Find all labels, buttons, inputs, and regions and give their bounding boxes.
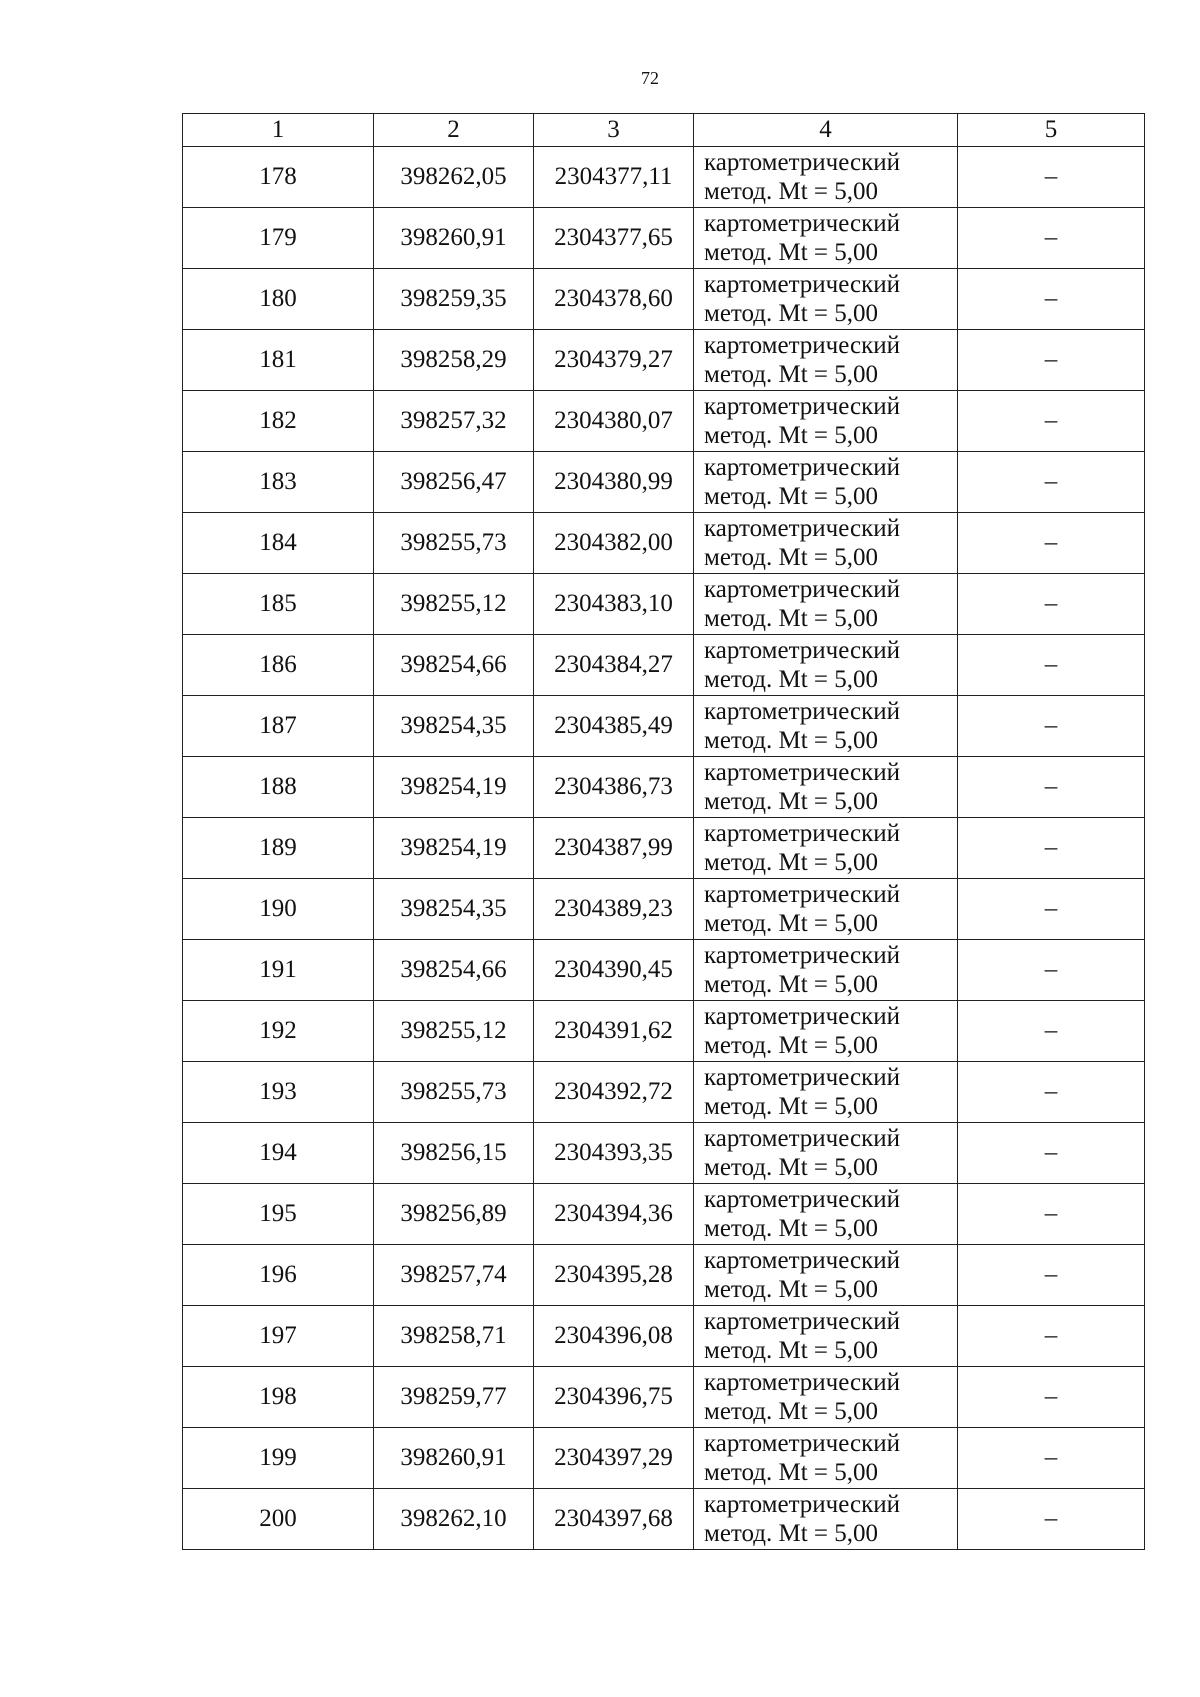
point-number-cell: 184	[183, 513, 374, 574]
method-line-1: картометрический	[704, 942, 900, 969]
table-row	[183, 269, 1145, 330]
x-coordinate-cell: 398256,15	[374, 1123, 534, 1184]
method-line-2: метод. Mt = 5,00	[704, 239, 879, 266]
point-number-cell: 180	[183, 269, 374, 330]
method-cell	[694, 452, 958, 513]
point-number-cell: 187	[183, 696, 374, 757]
method-cell	[694, 940, 958, 1001]
method-line-2: метод. Mt = 5,00	[704, 1337, 879, 1364]
method-line-2: метод. Mt = 5,00	[704, 666, 879, 693]
y-coordinate-cell: 2304393,35	[534, 1123, 694, 1184]
point-number-cell: 199	[183, 1428, 374, 1489]
x-coordinate-cell: 398258,71	[374, 1306, 534, 1367]
x-coordinate-cell: 398254,35	[374, 696, 534, 757]
note-cell: –	[958, 1001, 1145, 1062]
method-cell	[694, 696, 958, 757]
method-line-1: картометрический	[704, 881, 900, 908]
method-line-1: картометрический	[704, 332, 900, 359]
method-cell	[694, 1123, 958, 1184]
table-row	[183, 452, 1145, 513]
table-row	[183, 879, 1145, 940]
point-number-cell: 197	[183, 1306, 374, 1367]
method-line-2: метод. Mt = 5,00	[704, 605, 879, 632]
point-number-cell: 183	[183, 452, 374, 513]
method-line-1: картометрический	[704, 210, 900, 237]
x-coordinate-cell: 398254,66	[374, 940, 534, 1001]
table-row	[183, 757, 1145, 818]
x-coordinate-cell: 398255,73	[374, 513, 534, 574]
method-line-1: картометрический	[704, 515, 900, 542]
method-line-2: метод. Mt = 5,00	[704, 1154, 879, 1181]
note-cell: –	[958, 757, 1145, 818]
x-coordinate-cell: 398255,12	[374, 574, 534, 635]
method-cell	[694, 1245, 958, 1306]
table-row	[183, 1428, 1145, 1489]
point-number-cell: 194	[183, 1123, 374, 1184]
table-row	[183, 1367, 1145, 1428]
method-cell	[694, 330, 958, 391]
method-line-2: метод. Mt = 5,00	[704, 1520, 879, 1547]
method-line-2: метод. Mt = 5,00	[704, 1398, 879, 1425]
table-row	[183, 1062, 1145, 1123]
method-line-2: метод. Mt = 5,00	[704, 727, 879, 754]
point-number-cell: 178	[183, 147, 374, 208]
method-line-2: метод. Mt = 5,00	[704, 788, 879, 815]
method-cell	[694, 757, 958, 818]
header-cell-4: 4	[694, 114, 958, 147]
table-row	[183, 391, 1145, 452]
method-cell	[694, 1489, 958, 1550]
coordinates-table	[182, 113, 1145, 1550]
method-line-1: картометрический	[704, 1064, 900, 1091]
x-coordinate-cell: 398262,05	[374, 147, 534, 208]
x-coordinate-cell: 398259,77	[374, 1367, 534, 1428]
table-row	[183, 147, 1145, 208]
header-cell-1: 1	[183, 114, 374, 147]
point-number-cell: 182	[183, 391, 374, 452]
method-line-1: картометрический	[704, 1186, 900, 1213]
y-coordinate-cell: 2304380,07	[534, 391, 694, 452]
point-number-cell: 186	[183, 635, 374, 696]
table-body	[183, 147, 1145, 1550]
method-cell	[694, 147, 958, 208]
header-cell-3: 3	[534, 114, 694, 147]
method-line-2: метод. Mt = 5,00	[704, 1093, 879, 1120]
note-cell: –	[958, 1245, 1145, 1306]
method-line-2: метод. Mt = 5,00	[704, 1276, 879, 1303]
y-coordinate-cell: 2304396,08	[534, 1306, 694, 1367]
method-line-2: метод. Mt = 5,00	[704, 971, 879, 998]
point-number-cell: 185	[183, 574, 374, 635]
y-coordinate-cell: 2304389,23	[534, 879, 694, 940]
note-cell: –	[958, 1489, 1145, 1550]
header-row	[183, 114, 1145, 147]
method-line-2: метод. Mt = 5,00	[704, 849, 879, 876]
y-coordinate-cell: 2304377,65	[534, 208, 694, 269]
method-line-1: картометрический	[704, 759, 900, 786]
note-cell: –	[958, 147, 1145, 208]
note-cell: –	[958, 696, 1145, 757]
method-line-2: метод. Mt = 5,00	[704, 300, 879, 327]
point-number-cell: 191	[183, 940, 374, 1001]
y-coordinate-cell: 2304382,00	[534, 513, 694, 574]
y-coordinate-cell: 2304397,68	[534, 1489, 694, 1550]
table-row	[183, 940, 1145, 1001]
method-cell	[694, 574, 958, 635]
table-row	[183, 1245, 1145, 1306]
table-row	[183, 1184, 1145, 1245]
note-cell: –	[958, 452, 1145, 513]
table-row	[183, 635, 1145, 696]
point-number-cell: 192	[183, 1001, 374, 1062]
method-line-2: метод. Mt = 5,00	[704, 544, 879, 571]
y-coordinate-cell: 2304395,28	[534, 1245, 694, 1306]
note-cell: –	[958, 1123, 1145, 1184]
method-cell	[694, 1062, 958, 1123]
point-number-cell: 193	[183, 1062, 374, 1123]
note-cell: –	[958, 879, 1145, 940]
x-coordinate-cell: 398257,74	[374, 1245, 534, 1306]
method-line-1: картометрический	[704, 698, 900, 725]
note-cell: –	[958, 269, 1145, 330]
note-cell: –	[958, 391, 1145, 452]
note-cell: –	[958, 513, 1145, 574]
x-coordinate-cell: 398255,73	[374, 1062, 534, 1123]
header-cell-5: 5	[958, 114, 1145, 147]
y-coordinate-cell: 2304390,45	[534, 940, 694, 1001]
method-line-1: картометрический	[704, 820, 900, 847]
method-line-2: метод. Mt = 5,00	[704, 178, 879, 205]
y-coordinate-cell: 2304392,72	[534, 1062, 694, 1123]
method-line-1: картометрический	[704, 1369, 900, 1396]
method-cell	[694, 391, 958, 452]
y-coordinate-cell: 2304377,11	[534, 147, 694, 208]
x-coordinate-cell: 398260,91	[374, 1428, 534, 1489]
x-coordinate-cell: 398254,19	[374, 757, 534, 818]
table-row	[183, 1489, 1145, 1550]
note-cell: –	[958, 1184, 1145, 1245]
note-cell: –	[958, 330, 1145, 391]
y-coordinate-cell: 2304387,99	[534, 818, 694, 879]
table-row	[183, 208, 1145, 269]
note-cell: –	[958, 818, 1145, 879]
point-number-cell: 200	[183, 1489, 374, 1550]
y-coordinate-cell: 2304383,10	[534, 574, 694, 635]
method-cell	[694, 635, 958, 696]
y-coordinate-cell: 2304379,27	[534, 330, 694, 391]
y-coordinate-cell: 2304385,49	[534, 696, 694, 757]
point-number-cell: 195	[183, 1184, 374, 1245]
method-line-2: метод. Mt = 5,00	[704, 422, 879, 449]
point-number-cell: 190	[183, 879, 374, 940]
x-coordinate-cell: 398256,89	[374, 1184, 534, 1245]
x-coordinate-cell: 398258,29	[374, 330, 534, 391]
method-cell	[694, 269, 958, 330]
method-line-1: картометрический	[704, 271, 900, 298]
table-header	[183, 114, 1145, 147]
method-line-1: картометрический	[704, 1430, 900, 1457]
method-line-2: метод. Mt = 5,00	[704, 1459, 879, 1486]
method-line-1: картометрический	[704, 576, 900, 603]
x-coordinate-cell: 398256,47	[374, 452, 534, 513]
method-cell	[694, 1306, 958, 1367]
table-row	[183, 513, 1145, 574]
method-line-1: картометрический	[704, 1308, 900, 1335]
method-cell	[694, 1367, 958, 1428]
y-coordinate-cell: 2304380,99	[534, 452, 694, 513]
method-cell	[694, 513, 958, 574]
table-row	[183, 818, 1145, 879]
x-coordinate-cell: 398262,10	[374, 1489, 534, 1550]
method-line-1: картометрический	[704, 637, 900, 664]
note-cell: –	[958, 940, 1145, 1001]
method-cell	[694, 1184, 958, 1245]
point-number-cell: 198	[183, 1367, 374, 1428]
x-coordinate-cell: 398260,91	[374, 208, 534, 269]
method-line-2: метод. Mt = 5,00	[704, 1032, 879, 1059]
method-line-2: метод. Mt = 5,00	[704, 483, 879, 510]
method-line-2: метод. Mt = 5,00	[704, 910, 879, 937]
method-cell	[694, 879, 958, 940]
method-line-1: картометрический	[704, 1003, 900, 1030]
table-row	[183, 1123, 1145, 1184]
method-line-1: картометрический	[704, 149, 900, 176]
point-number-cell: 196	[183, 1245, 374, 1306]
y-coordinate-cell: 2304391,62	[534, 1001, 694, 1062]
point-number-cell: 189	[183, 818, 374, 879]
header-cell-2: 2	[374, 114, 534, 147]
x-coordinate-cell: 398255,12	[374, 1001, 534, 1062]
method-line-1: картометрический	[704, 1125, 900, 1152]
method-cell	[694, 1428, 958, 1489]
y-coordinate-cell: 2304397,29	[534, 1428, 694, 1489]
point-number-cell: 188	[183, 757, 374, 818]
page-number: 72	[641, 68, 659, 88]
note-cell: –	[958, 635, 1145, 696]
note-cell: –	[958, 1062, 1145, 1123]
table-row	[183, 574, 1145, 635]
table-row	[183, 1306, 1145, 1367]
x-coordinate-cell: 398254,66	[374, 635, 534, 696]
method-line-1: картометрический	[704, 1491, 900, 1518]
x-coordinate-cell: 398254,19	[374, 818, 534, 879]
method-cell	[694, 818, 958, 879]
y-coordinate-cell: 2304386,73	[534, 757, 694, 818]
y-coordinate-cell: 2304384,27	[534, 635, 694, 696]
note-cell: –	[958, 1306, 1145, 1367]
note-cell: –	[958, 1367, 1145, 1428]
method-cell	[694, 1001, 958, 1062]
y-coordinate-cell: 2304396,75	[534, 1367, 694, 1428]
method-line-2: метод. Mt = 5,00	[704, 361, 879, 388]
table-row	[183, 696, 1145, 757]
note-cell: –	[958, 574, 1145, 635]
y-coordinate-cell: 2304378,60	[534, 269, 694, 330]
x-coordinate-cell: 398259,35	[374, 269, 534, 330]
note-cell: –	[958, 208, 1145, 269]
method-line-1: картометрический	[704, 393, 900, 420]
x-coordinate-cell: 398254,35	[374, 879, 534, 940]
y-coordinate-cell: 2304394,36	[534, 1184, 694, 1245]
table-row	[183, 1001, 1145, 1062]
table-row	[183, 330, 1145, 391]
note-cell: –	[958, 1428, 1145, 1489]
method-line-2: метод. Mt = 5,00	[704, 1215, 879, 1242]
method-cell	[694, 208, 958, 269]
method-line-1: картометрический	[704, 454, 900, 481]
point-number-cell: 181	[183, 330, 374, 391]
method-line-1: картометрический	[704, 1247, 900, 1274]
point-number-cell: 179	[183, 208, 374, 269]
x-coordinate-cell: 398257,32	[374, 391, 534, 452]
